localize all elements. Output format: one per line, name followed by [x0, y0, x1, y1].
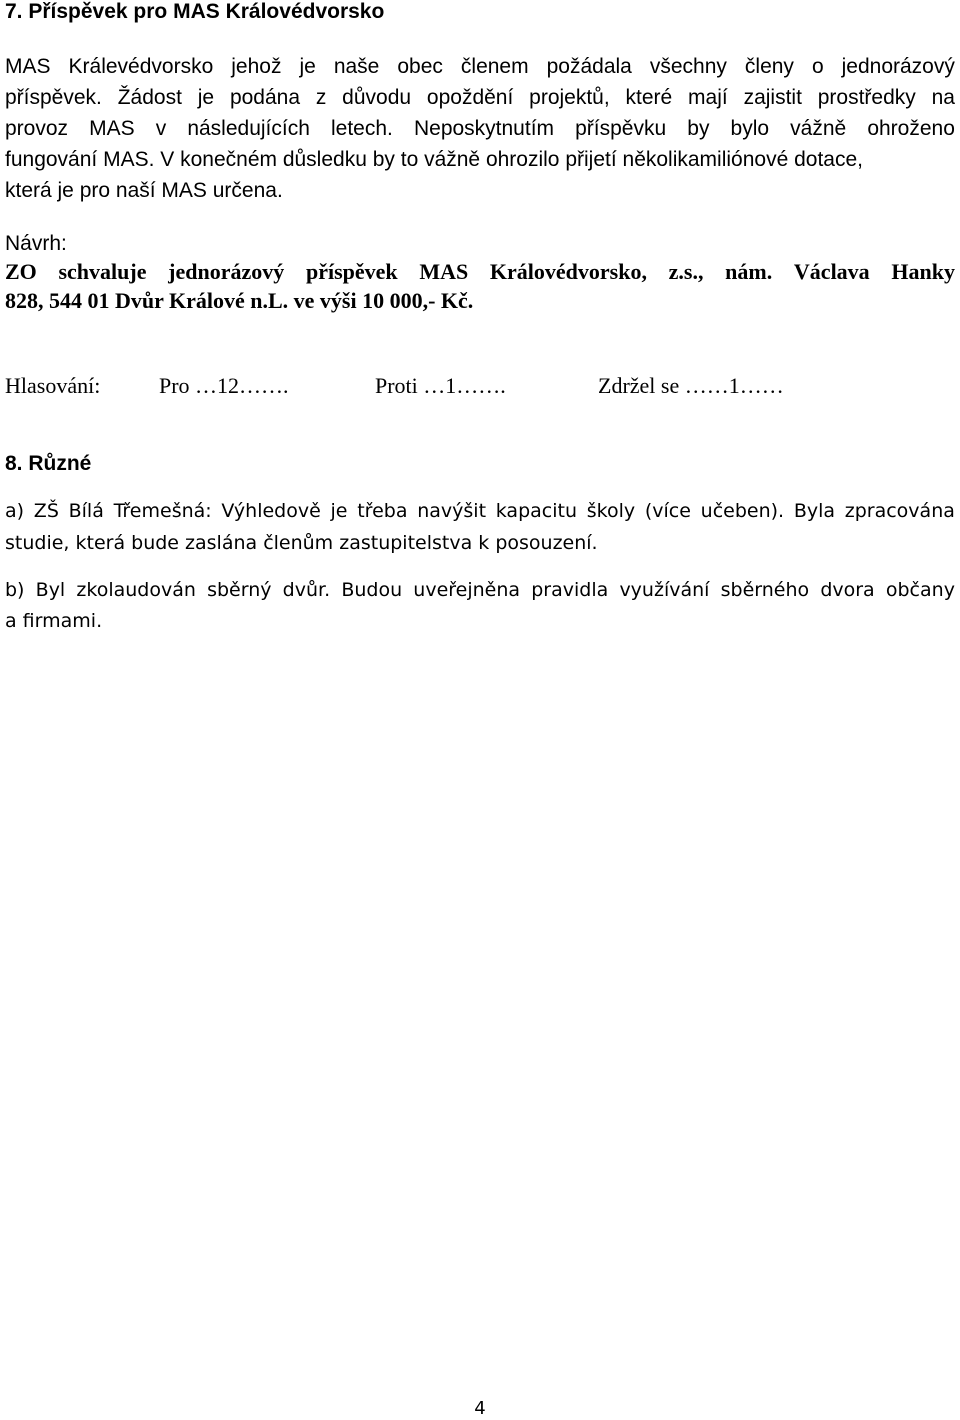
paragraph-line [5, 55, 955, 79]
word: využívání [619, 579, 710, 601]
word: na [931, 86, 955, 109]
word: požádala [546, 55, 632, 78]
item-b-line: a firmami. [5, 610, 103, 632]
word: opoždění [426, 86, 514, 109]
word: kapacitu [495, 500, 577, 522]
word: Bílá [68, 500, 104, 522]
proposal-line [5, 259, 955, 285]
word: zkolaudován [76, 579, 196, 601]
word: ohroženo [867, 117, 955, 140]
word: všechny [649, 55, 727, 78]
word: příspěvku [575, 117, 667, 140]
word: MAS [5, 55, 51, 78]
word: Neposkytnutím [413, 117, 555, 140]
word: Žádost [117, 86, 182, 109]
word: zpracována [844, 500, 955, 522]
word: ZO [5, 259, 37, 284]
word: jehož [231, 55, 282, 78]
word: vážně [790, 117, 847, 140]
word: Královédvorsko, [489, 259, 647, 284]
word: jednorázový [841, 55, 955, 78]
word: sběrného [720, 579, 810, 601]
word: (více [644, 500, 691, 522]
word: z [315, 86, 327, 109]
word: z.s., [668, 259, 704, 284]
word: je [299, 55, 316, 78]
section-8-heading: 8. Různé [5, 452, 92, 475]
word: členy [744, 55, 794, 78]
vote-for: Pro …12……. [159, 373, 289, 398]
word: Výhledově [221, 500, 321, 522]
word: občany [885, 579, 955, 601]
section-7-heading: 7. Příspěvek pro MAS Královédvorsko [5, 0, 385, 23]
word: třeba [357, 500, 408, 522]
word: a) [5, 500, 25, 522]
word: Byla [793, 500, 836, 522]
word: sběrný [207, 579, 272, 601]
word: prostředky [817, 86, 916, 109]
word: školy [586, 500, 636, 522]
word: by [687, 117, 710, 140]
word: ZŠ [33, 500, 59, 522]
word: uveřejněna [413, 579, 521, 601]
vote-against: Proti …1……. [375, 373, 506, 398]
word: v [155, 117, 167, 140]
word: Třemešná: [113, 500, 212, 522]
word: navýšit [417, 500, 487, 522]
item-b-line [5, 579, 955, 601]
word: příspěvek. [5, 86, 102, 109]
word: provoz [5, 117, 69, 140]
word: Králevédvorsko [68, 55, 214, 78]
word: Hanky [891, 259, 955, 284]
word: mají [688, 86, 728, 109]
word: MAS [89, 117, 135, 140]
word: členem [460, 55, 529, 78]
voting-result [5, 373, 955, 403]
word: naše [333, 55, 380, 78]
page-number: 4 [474, 1398, 486, 1419]
vote-label: Hlasování: [5, 373, 101, 398]
word: příspěvek [305, 259, 398, 284]
word: letech. [331, 117, 393, 140]
word: podána [229, 86, 301, 109]
word: projektů, [529, 86, 610, 109]
word: obec [397, 55, 443, 78]
word: schvaluje [58, 259, 147, 284]
proposal-label: Návrh: [5, 232, 67, 255]
word: pravidla [531, 579, 609, 601]
word: dvůr. [282, 579, 331, 601]
word: Budou [341, 579, 403, 601]
proposal-line: 828, 544 01 Dvůr Králové n.L. ve výši 10 000,- Kč. [5, 288, 474, 313]
word: důvodu [342, 86, 412, 109]
word: jednorázový [168, 259, 285, 284]
word: následujících [187, 117, 310, 140]
paragraph-line [5, 86, 955, 110]
word: bylo [730, 117, 770, 140]
item-a-line [5, 500, 955, 522]
word: nám. [725, 259, 773, 284]
item-a-line: studie, která bude zaslána členům zastupitelstva k posouzení. [5, 532, 598, 554]
paragraph-line: která je pro naší MAS určena. [5, 179, 283, 202]
word: Václava [793, 259, 870, 284]
paragraph-line [5, 117, 955, 141]
word: zajistit [743, 86, 802, 109]
word: MAS [419, 259, 469, 284]
word: o [811, 55, 824, 78]
word: Byl [35, 579, 66, 601]
word: učeben). [700, 500, 785, 522]
vote-abstain: Zdržel se ……1…… [598, 373, 784, 398]
word: je [330, 500, 348, 522]
word: které [625, 86, 673, 109]
word: dvora [820, 579, 875, 601]
paragraph-line: fungování MAS. V konečném důsledku by to vážně ohrozilo přijetí několikamiliónové dotace, [5, 148, 863, 171]
word: b) [5, 579, 25, 601]
word: je [197, 86, 215, 109]
